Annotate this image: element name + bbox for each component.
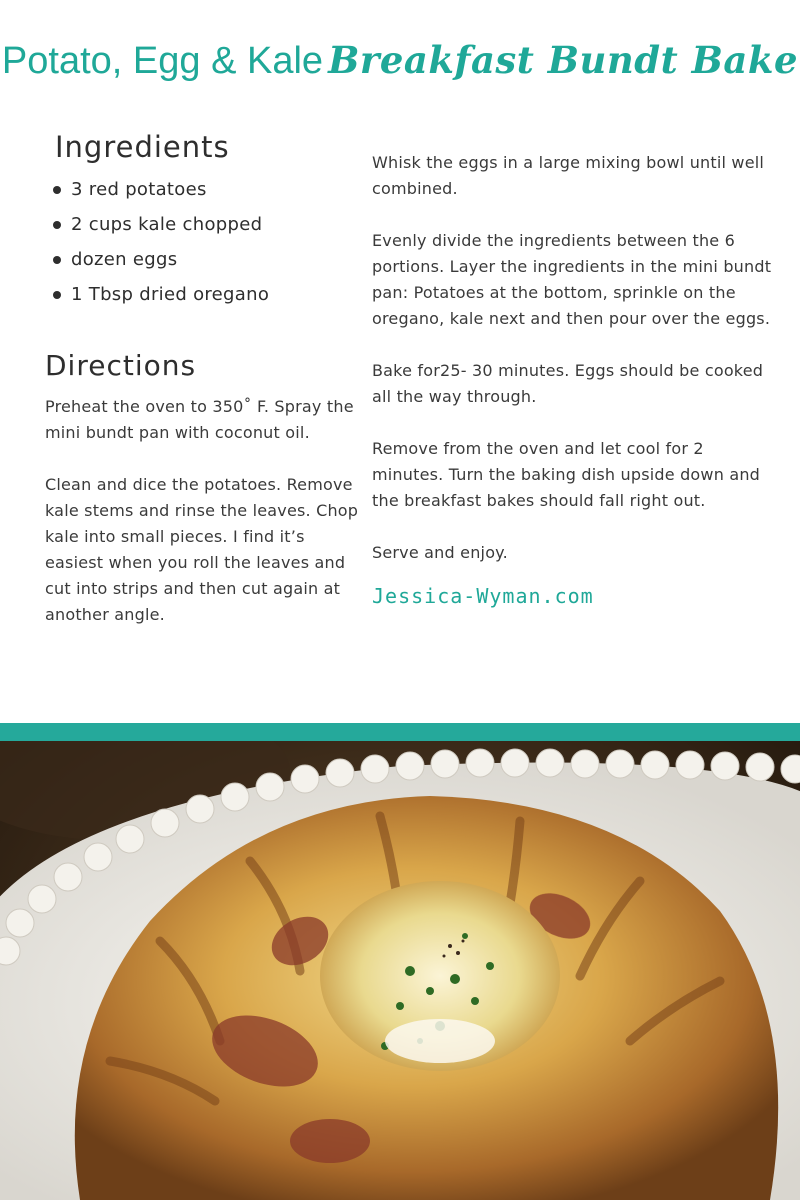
bullet-icon	[53, 256, 61, 264]
recipe-title	[0, 38, 800, 83]
bullet-icon	[53, 221, 61, 229]
direction-step: Evenly divide the ingredients between the 6 portions. Layer the ingredients in the mini bundt pan: Potatoes at the bottom, sprinkle on the oregano, kale next and then pour over the eggs.	[372, 231, 772, 328]
ingredient-label: 2 cups kale chopped	[71, 214, 263, 235]
website-link[interactable]: Jessica-Wyman.com	[372, 584, 594, 608]
direction-step: Preheat the oven to 350˚ F. Spray the mini bundt pan with coconut oil.	[45, 397, 354, 442]
list-item	[45, 172, 360, 207]
direction-step: Clean and dice the potatoes. Remove kale stems and rinse the leaves. Chop kale into small pieces. I find it’s easiest when you roll the leaves and cut into strips and then cut again at another angle.	[45, 475, 359, 624]
direction-step: Serve and enjoy.	[372, 543, 508, 562]
ingredient-label: dozen eggs	[71, 249, 178, 270]
directions-heading: Directions	[45, 349, 197, 382]
ingredients-list	[45, 172, 360, 312]
ingredient-label: 1 Tbsp dried oregano	[71, 284, 270, 305]
ingredients-heading: Ingredients	[55, 130, 230, 164]
ingredient-label: 3 red potatoes	[71, 179, 207, 200]
title-part-script: Breakfast Bundt Bake	[328, 38, 799, 82]
direction-step: Bake for25- 30 minutes. Eggs should be cooked all the way through.	[372, 361, 764, 406]
bullet-icon	[53, 291, 61, 299]
list-item	[45, 207, 360, 242]
title-part-plain: Potato, Egg & Kale	[1, 40, 324, 82]
bullet-icon	[53, 186, 61, 194]
divider-bar	[0, 723, 800, 741]
right-column	[372, 150, 772, 608]
list-item	[45, 277, 360, 312]
food-photo	[0, 741, 800, 1200]
direction-step: Remove from the oven and let cool for 2 minutes. Turn the baking dish upside down and the breakfast bakes should fall right out.	[372, 439, 761, 510]
list-item	[45, 242, 360, 277]
direction-step: Whisk the eggs in a large mixing bowl until well combined.	[372, 153, 765, 198]
left-column	[45, 130, 360, 628]
